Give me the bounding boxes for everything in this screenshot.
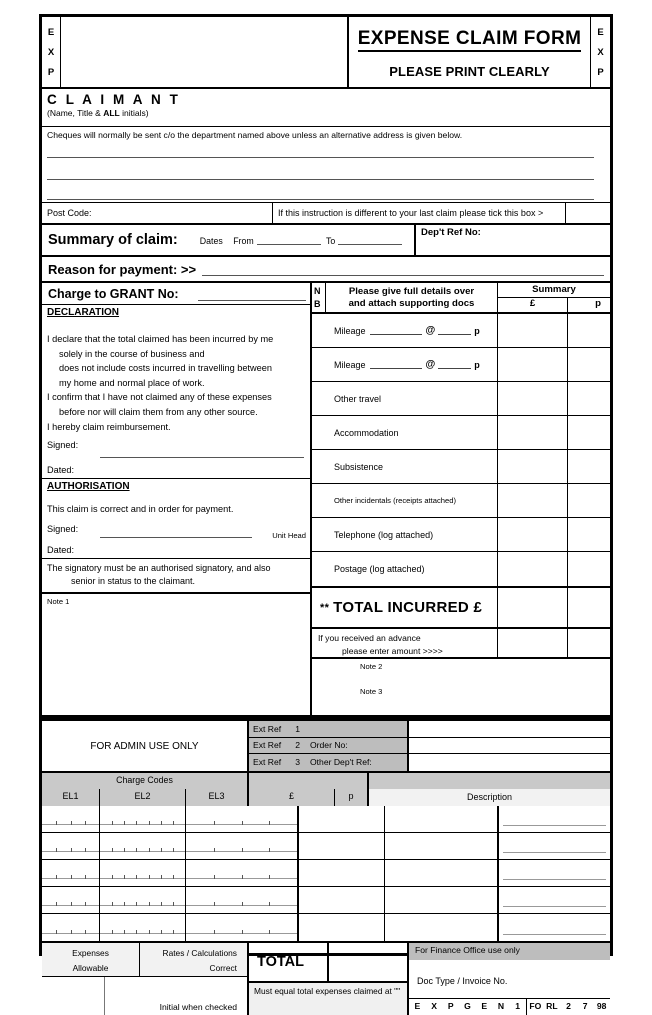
summary-of-claim-row [42, 225, 610, 257]
expense-pound-input[interactable] [498, 450, 568, 483]
expense-row [312, 484, 610, 518]
ext-ref-3-num: 3 [295, 757, 300, 768]
advance-label [312, 629, 498, 657]
authorisation-block [42, 479, 310, 650]
declaration-signed-row[interactable] [42, 434, 310, 462]
form-code-char: P [447, 1001, 454, 1011]
form-code-bar [409, 998, 610, 1015]
description-baseline [503, 879, 606, 880]
ext-ref-1-input[interactable] [409, 721, 610, 738]
note-1-label: Note 1 [47, 597, 70, 607]
expense-row [312, 348, 610, 382]
address-line-3[interactable] [47, 199, 594, 200]
expense-item-label: Postage (log attached) [312, 552, 498, 586]
footer-total-input[interactable] [329, 943, 407, 981]
character-ticks [186, 901, 297, 906]
advance-row [312, 629, 610, 659]
rates-label: Rates / Calculations [162, 948, 237, 958]
grant-label: Charge to GRANT No: [48, 287, 179, 301]
claimant-sub-bold: ALL [103, 108, 120, 118]
charge-code-el3-cell[interactable] [186, 914, 299, 941]
declaration-line-5: I confirm that I have not claimed any of these expenses [47, 392, 272, 403]
form-code-char: 1 [515, 1001, 521, 1011]
mileage-pence-unit: p [474, 325, 480, 336]
claimant-subheading [47, 108, 610, 118]
finance-code-char: FO [529, 1001, 542, 1011]
footer-total-block [249, 943, 409, 1015]
column-header-el3: EL3 [208, 791, 225, 801]
footer-check-headers [42, 943, 247, 977]
charge-code-el1-cell[interactable] [42, 914, 100, 941]
declaration-line-4: my home and normal place of work. [59, 377, 205, 388]
character-ticks [186, 820, 297, 825]
charge-code-el1-cell[interactable] [42, 833, 100, 859]
charge-codes-title: Charge Codes [116, 775, 173, 785]
details-header-line-1: Please give full details over [348, 285, 475, 297]
charge-code-el1-cell[interactable] [42, 860, 100, 886]
tick-instruction [273, 203, 566, 223]
form-code-left [409, 999, 527, 1015]
expense-item-label: Subsistence [312, 450, 498, 483]
footer-check-block [42, 943, 249, 1015]
charge-code-columns [42, 789, 247, 806]
header-title-area [349, 17, 591, 87]
mileage-rate-input[interactable] [438, 326, 471, 335]
authorisation-heading: AUTHORISATION [47, 481, 130, 493]
finance-code-char: 98 [596, 1001, 607, 1011]
authorisation-signature-input[interactable] [100, 537, 252, 538]
right-exp-marker [591, 17, 610, 87]
character-ticks [42, 901, 99, 906]
finance-code-char: 7 [582, 1001, 588, 1011]
charge-code-row [42, 914, 610, 941]
charge-code-row [42, 806, 610, 833]
footer-total-row [249, 943, 407, 983]
charge-code-el2-cell[interactable] [100, 833, 186, 859]
nb-marker [312, 283, 326, 312]
form-code-char: X [431, 1001, 437, 1011]
finance-office-header: For Finance Office use only [409, 943, 610, 960]
charge-code-row [42, 860, 610, 887]
authorisation-statement: This claim is correct and in order for payment. [47, 504, 234, 515]
expense-pound-input[interactable] [498, 518, 568, 551]
charge-code-pence-cell[interactable] [385, 914, 498, 941]
total-incurred-pound-box[interactable] [498, 588, 568, 627]
charge-code-pound-cell[interactable] [299, 887, 385, 913]
note-3-label: Note 3 [360, 687, 383, 696]
finance-code-char: RL [546, 1001, 558, 1011]
postcode-field[interactable] [42, 203, 273, 223]
total-stars: ** [320, 601, 330, 614]
expense-pence-input[interactable] [568, 416, 610, 449]
initial-area[interactable] [42, 977, 247, 1015]
exp-letter-x: X [47, 46, 55, 58]
declaration-signature-input[interactable] [100, 457, 304, 458]
admin-section [42, 718, 610, 1015]
dates-label: Dates [199, 235, 223, 246]
declaration-column [42, 283, 312, 715]
charge-code-description-cell[interactable] [499, 914, 610, 941]
charge-code-pound-cell[interactable] [299, 860, 385, 886]
charge-code-el2-cell[interactable] [100, 806, 186, 832]
date-to-input[interactable] [338, 235, 402, 245]
rates-correct-header [140, 943, 247, 976]
description-header-cell [369, 773, 610, 806]
nb-letter-n: N [314, 286, 321, 297]
description-baseline [503, 906, 606, 907]
initial-divider [104, 977, 105, 1015]
ext-ref-3-extra: Other Dep't Ref: [309, 757, 372, 768]
finance-code-char: 2 [566, 1001, 571, 1011]
notes-2-3-box [312, 659, 610, 715]
charge-code-description-cell[interactable] [499, 860, 610, 886]
summary-header-label: Summary [498, 283, 610, 298]
expense-pence-input[interactable] [568, 314, 610, 347]
expense-pence-input[interactable] [568, 484, 610, 517]
charge-codes-left-header [42, 773, 249, 806]
claimant-section [42, 89, 610, 127]
expense-row [312, 518, 610, 552]
charge-code-el1-cell[interactable] [42, 887, 100, 913]
header-blank-area [61, 17, 349, 87]
amount-header [249, 773, 369, 806]
reason-for-payment-row[interactable] [42, 257, 610, 283]
amount-header-spacer [249, 773, 367, 789]
summary-left [42, 225, 416, 255]
ext-ref-2-num: 2 [295, 740, 300, 751]
expense-pence-input[interactable] [568, 552, 610, 586]
expense-pound-input[interactable] [498, 314, 568, 347]
amount-currency-headers [249, 789, 367, 806]
exp-letter-x-right: X [597, 46, 604, 58]
grant-input[interactable] [198, 300, 306, 301]
dept-ref-label: Dep't Ref No: [421, 227, 481, 238]
form-code-char: G [464, 1001, 471, 1011]
description-baseline [503, 852, 606, 853]
admin-pence-header: p [348, 791, 354, 801]
expense-row [312, 552, 610, 586]
ext-ref-3-input[interactable] [409, 754, 610, 771]
expense-item-label: Other travel [312, 382, 498, 415]
declaration-dated-label: Dated: [47, 465, 75, 476]
address-line-2[interactable] [47, 179, 594, 180]
charge-code-pound-cell[interactable] [299, 806, 385, 832]
ext-ref-3-label [249, 754, 407, 771]
expenses-table-header [312, 283, 610, 314]
exp-letter-e-right: E [597, 26, 604, 38]
character-ticks [186, 929, 297, 934]
charge-codes-header [42, 771, 610, 806]
postcode-row [42, 203, 610, 225]
form-code-char: N [497, 1001, 505, 1011]
expense-rows-container [312, 314, 610, 586]
declaration-line-1: I declare that the total claimed has been incurred by me [47, 334, 274, 344]
authorisation-dated-label: Dated: [47, 545, 75, 556]
expense-item-label: Mileage @ p [312, 348, 498, 381]
dept-ref-field[interactable] [416, 225, 610, 255]
form-body [42, 283, 610, 718]
mileage-at-symbol: @ [425, 325, 436, 336]
admin-pound-header: £ [249, 789, 335, 806]
admin-top-row [42, 721, 610, 771]
finance-office-block [409, 943, 610, 1015]
declaration-line-3: does not include costs incurred in travelling between [59, 363, 272, 374]
initial-when-checked-label: Initial when checked [159, 1002, 237, 1012]
column-header-el1: EL1 [42, 789, 100, 806]
total-incurred-text: TOTAL INCURRED £ [333, 599, 483, 616]
advance-line-2: please enter amount >>>> [342, 645, 443, 656]
ext-ref-3-text: Ext Ref [253, 757, 282, 768]
declaration-dated-row[interactable] [42, 462, 310, 479]
pound-column-header: £ [498, 298, 568, 313]
description-baseline [503, 934, 606, 935]
ext-ref-2-input[interactable] [409, 738, 610, 755]
charge-code-pence-cell[interactable] [385, 806, 498, 832]
expense-pence-input[interactable] [568, 382, 610, 415]
expense-pound-input[interactable] [498, 416, 568, 449]
signatory-notice [42, 559, 310, 594]
expense-pence-input[interactable] [568, 450, 610, 483]
nb-letter-b: B [314, 298, 321, 309]
charge-code-el2-cell[interactable] [100, 887, 186, 913]
expense-row [312, 450, 610, 484]
expense-item-label: Accommodation [312, 416, 498, 449]
expense-item-label: Telephone (log attached) [312, 518, 498, 551]
claimant-heading: C L A I M A N T [47, 92, 181, 107]
expenses-column [312, 283, 610, 715]
declaration-text [42, 318, 310, 434]
authorisation-signed-row[interactable] [42, 514, 310, 542]
mileage-miles-input[interactable] [370, 326, 422, 335]
form-code-right [527, 999, 610, 1015]
expenses-details-header [326, 283, 498, 312]
charge-code-pound-cell[interactable] [299, 914, 385, 941]
ext-ref-1-label [249, 721, 407, 738]
exp-letter-e: E [47, 26, 55, 38]
charge-code-el3-cell[interactable] [186, 887, 299, 913]
summary-dates[interactable] [200, 235, 406, 246]
doc-type-label: Doc Type / Invoice No. [417, 976, 508, 986]
header-subtitle: PLEASE PRINT CLEARLY [389, 63, 550, 79]
summary-currency-headers [498, 298, 610, 313]
character-ticks [42, 874, 99, 879]
form-footer [42, 941, 610, 1015]
expense-item-label: Mileage @ p [312, 314, 498, 347]
charge-code-el1-cell[interactable] [42, 806, 100, 832]
tick-box[interactable] [566, 203, 610, 223]
character-ticks [100, 820, 185, 825]
charge-code-el3-cell[interactable] [186, 860, 299, 886]
unit-head-label: Unit Head [272, 531, 306, 541]
ext-ref-1-num: 1 [295, 723, 300, 734]
advance-pound-box[interactable] [498, 629, 568, 657]
grant-no-row[interactable] [42, 283, 310, 305]
exp-letter-p: P [47, 66, 55, 78]
character-ticks [100, 847, 185, 852]
ext-ref-inputs [409, 721, 610, 771]
cheque-note: Cheques will normally be sent c/o the department named above unless an alternative address is given below. [47, 130, 463, 140]
cheque-address-section[interactable] [42, 127, 610, 203]
authorisation-dated-row[interactable] [42, 542, 310, 559]
expense-row [312, 314, 610, 348]
reason-input[interactable] [202, 275, 604, 276]
authorisation-signed-label: Signed: [47, 524, 79, 535]
summary-title: Summary of claim: [48, 232, 178, 248]
mileage-miles-input[interactable] [370, 360, 422, 369]
character-ticks [186, 847, 297, 852]
mileage-rate-input[interactable] [438, 360, 471, 369]
expenses-label: Expenses [72, 948, 109, 958]
description-header-spacer [369, 773, 610, 789]
expense-pound-input[interactable] [498, 484, 568, 517]
signatory-notice-line-2: senior in status to the claimant. [71, 576, 196, 587]
footer-total-note: Must equal total expenses claimed at "" [249, 983, 407, 1015]
allowable-label: Allowable [72, 963, 109, 973]
mileage-at-symbol: @ [425, 359, 436, 370]
total-incurred-label [312, 588, 498, 627]
charge-code-description-cell[interactable] [499, 806, 610, 832]
from-label: From [233, 235, 254, 246]
signatory-notice-line-1: The signatory must be an authorised signatory, and also [47, 563, 271, 574]
ext-ref-2-label [249, 738, 407, 755]
charge-code-rows [42, 806, 610, 941]
advance-pence-box[interactable] [568, 629, 610, 657]
column-header-el2: EL2 [100, 789, 186, 806]
charge-code-el2-cell[interactable] [100, 860, 186, 886]
form-code-char: E [414, 1001, 421, 1011]
note-1-box [42, 594, 310, 650]
form-sheet [39, 14, 613, 1012]
description-baseline [503, 825, 606, 826]
summary-amount-header [498, 283, 610, 312]
charge-code-row [42, 887, 610, 914]
details-header-line-2: and attach supporting docs [348, 298, 475, 310]
charge-code-pence-cell[interactable] [385, 860, 498, 886]
charge-code-row [42, 833, 610, 860]
ext-ref-1-text: Ext Ref [253, 723, 282, 734]
charge-code-el2-cell[interactable] [100, 914, 186, 941]
charge-code-el3-cell[interactable] [186, 806, 299, 832]
expense-row [312, 416, 610, 450]
reason-label: Reason for payment: >> [48, 261, 197, 277]
mileage-pence-unit: p [474, 359, 480, 370]
note-2-label: Note 2 [360, 662, 383, 671]
postcode-label: Post Code: [47, 208, 92, 218]
ext-ref-labels [249, 721, 409, 771]
declaration-line-2: solely in the course of business and [59, 348, 205, 359]
character-ticks [42, 847, 99, 852]
charge-code-description-cell[interactable] [499, 833, 610, 859]
address-line-1[interactable] [47, 157, 594, 158]
footer-total-label: TOTAL [249, 943, 329, 981]
character-ticks [186, 874, 297, 879]
left-exp-marker [42, 17, 61, 87]
to-label: To [326, 235, 336, 246]
form-header [42, 17, 610, 89]
pence-column-header: p [595, 298, 601, 309]
expense-pence-input[interactable] [568, 518, 610, 551]
total-incurred-pence-box[interactable] [568, 588, 610, 627]
description-header-label: Description [369, 789, 610, 806]
advance-line-1: If you received an advance [318, 633, 421, 643]
character-ticks [42, 929, 99, 934]
expense-pound-input[interactable] [498, 382, 568, 415]
character-ticks [100, 874, 185, 879]
charge-code-description-cell[interactable] [499, 887, 610, 913]
form-code-char: E [481, 1001, 488, 1011]
charge-code-pence-cell[interactable] [385, 833, 498, 859]
expense-row [312, 382, 610, 416]
character-ticks [100, 901, 185, 906]
expense-pence-input[interactable] [568, 348, 610, 381]
claimant-sub-pre: (Name, Title & [47, 108, 104, 118]
character-ticks [100, 929, 185, 934]
ext-ref-2-extra: Order No: [309, 740, 348, 751]
date-from-input[interactable] [257, 235, 321, 245]
declaration-heading: DECLARATION [47, 307, 120, 318]
correct-label: Correct [209, 963, 237, 973]
claimant-sub-post: initials) [119, 108, 149, 118]
expense-pound-input[interactable] [498, 348, 568, 381]
expenses-allowable-header [42, 943, 140, 976]
tick-instruction-text: If this instruction is different to your last claim please tick this box > [278, 208, 544, 218]
declaration-signed-label: Signed: [47, 440, 79, 451]
declaration-line-7: I hereby claim reimbursement. [47, 421, 171, 432]
admin-use-only-label: FOR ADMIN USE ONLY [42, 721, 249, 771]
ext-ref-2-text: Ext Ref [253, 740, 282, 751]
total-incurred-row [312, 586, 610, 629]
charge-code-el3-cell[interactable] [186, 833, 299, 859]
exp-letter-p-right: P [597, 66, 604, 78]
charge-code-pence-cell[interactable] [385, 887, 498, 913]
expense-item-label: Other incidentals (receipts attached) [312, 484, 498, 517]
expense-pound-input[interactable] [498, 552, 568, 586]
charge-code-pound-cell[interactable] [299, 833, 385, 859]
declaration-block [42, 305, 310, 479]
page-title: EXPENSE CLAIM FORM [358, 29, 582, 52]
character-ticks [42, 820, 99, 825]
declaration-line-6: before nor will claim them from any other source. [59, 406, 258, 417]
